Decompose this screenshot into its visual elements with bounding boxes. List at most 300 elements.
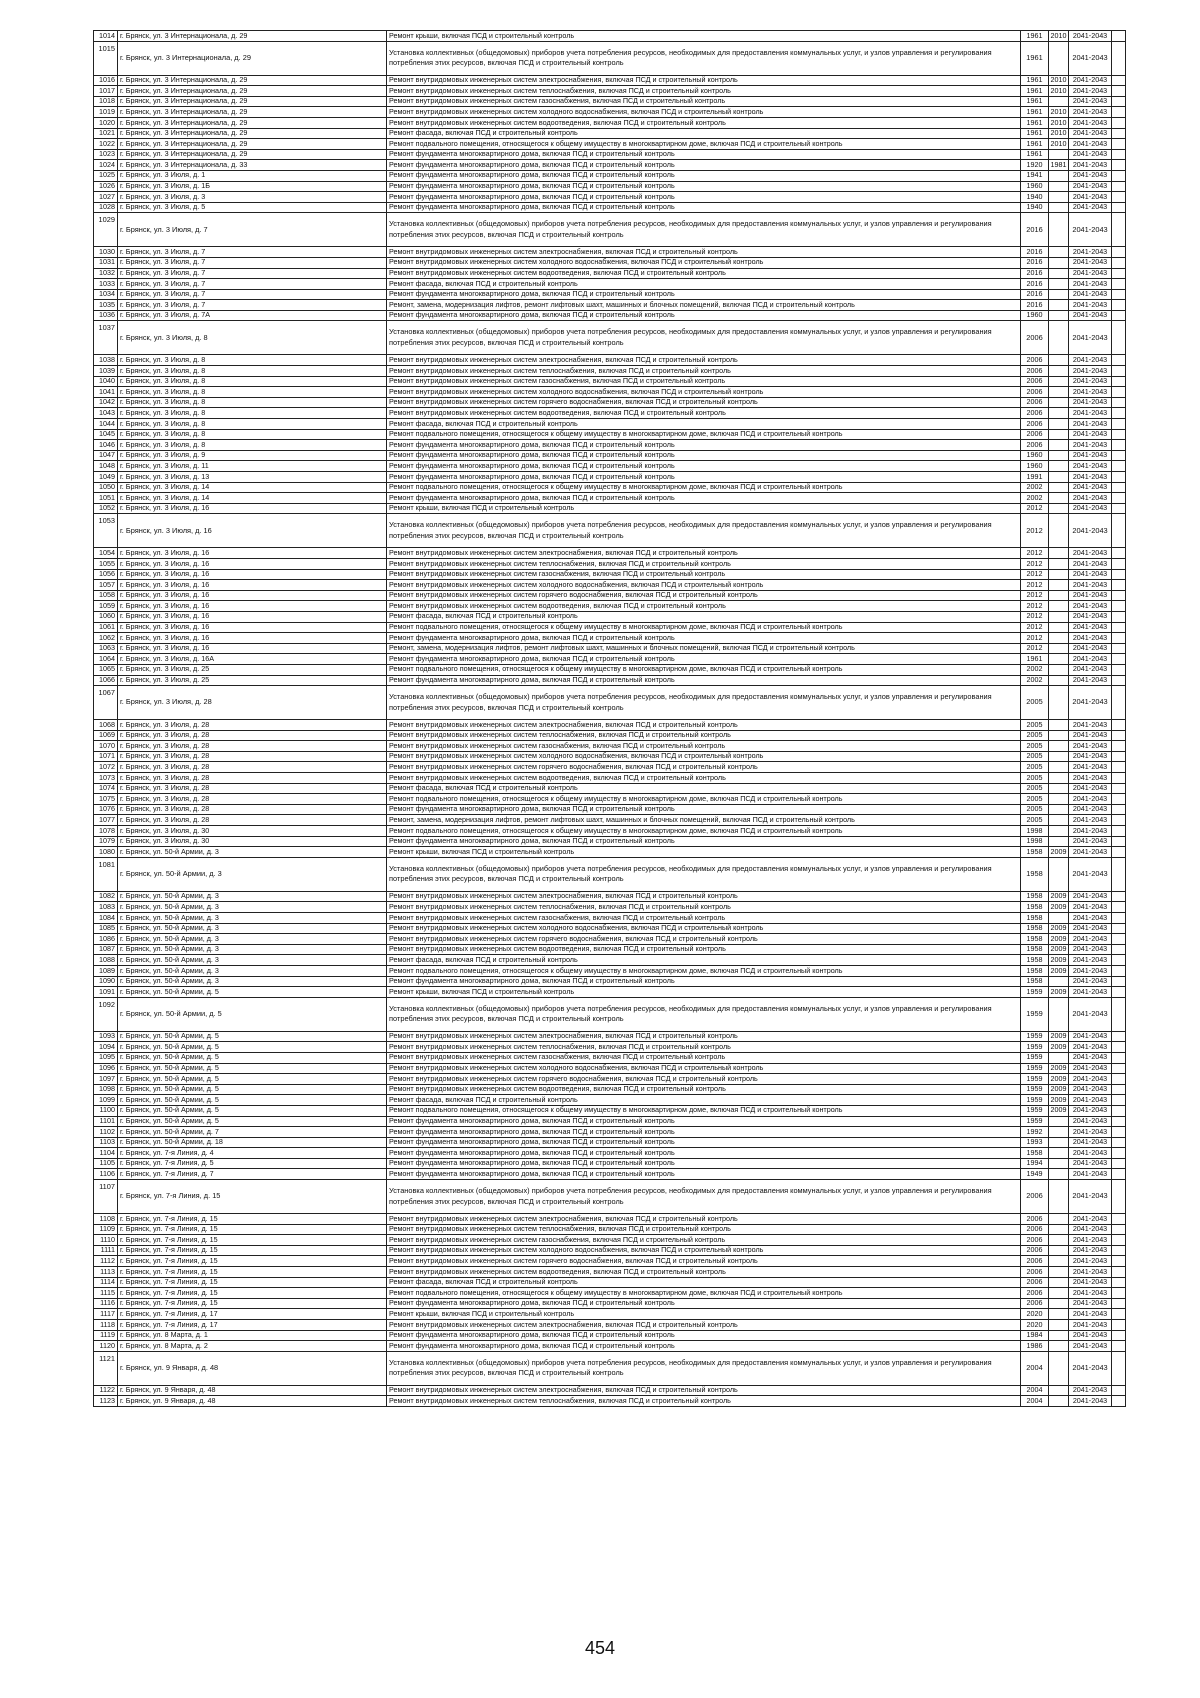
work-type-cell: Ремонт фундамента многоквартирного дома, включая ПСД и строительный контроль xyxy=(387,440,1021,451)
row-number: 1058 xyxy=(94,590,118,601)
year-built-cell: 2006 xyxy=(1021,376,1049,387)
address-cell: г. Брянск, ул. 50-й Армии, д. 3 xyxy=(118,891,387,902)
row-number: 1053 xyxy=(94,514,118,548)
row-number: 1042 xyxy=(94,397,118,408)
planned-period-cell: 2041-2043 xyxy=(1069,569,1112,580)
work-type-cell: Ремонт внутридомовых инженерных систем электроснабжения, включая ПСД и строительный контроль xyxy=(387,247,1021,258)
table-row xyxy=(94,1277,1126,1288)
work-type-cell: Ремонт фундамента многоквартирного дома, включая ПСД и строительный контроль xyxy=(387,836,1021,847)
empty-cell xyxy=(1112,86,1126,97)
work-type-cell: Ремонт внутридомовых инженерных систем водоотведения, включая ПСД и строительный контроль xyxy=(387,601,1021,612)
last-repair-year-cell xyxy=(1049,257,1069,268)
planned-period-cell: 2041-2043 xyxy=(1069,1351,1112,1385)
address-cell: г. Брянск, ул. 50-й Армии, д. 5 xyxy=(118,1074,387,1085)
planned-period-cell: 2041-2043 xyxy=(1069,720,1112,731)
row-number: 1061 xyxy=(94,622,118,633)
empty-cell xyxy=(1112,1127,1126,1138)
table-row xyxy=(94,1320,1126,1331)
work-type-cell: Ремонт фасада, включая ПСД и строительный контроль xyxy=(387,128,1021,139)
empty-cell xyxy=(1112,804,1126,815)
planned-period-cell: 2041-2043 xyxy=(1069,1148,1112,1159)
table-row xyxy=(94,408,1126,419)
table-row xyxy=(94,86,1126,97)
work-type-cell: Ремонт внутридомовых инженерных систем электроснабжения, включая ПСД и строительный контроль xyxy=(387,1385,1021,1396)
work-type-cell: Ремонт внутридомовых инженерных систем холодного водоснабжения, включая ПСД и строительный контроль xyxy=(387,1245,1021,1256)
planned-period-cell: 2041-2043 xyxy=(1069,633,1112,644)
year-built-cell: 2006 xyxy=(1021,366,1049,377)
table-row xyxy=(94,913,1126,924)
year-built-cell: 1958 xyxy=(1021,913,1049,924)
table-row xyxy=(94,601,1126,612)
last-repair-year-cell xyxy=(1049,1116,1069,1127)
year-built-cell: 1959 xyxy=(1021,1074,1049,1085)
planned-period-cell: 2041-2043 xyxy=(1069,450,1112,461)
planned-period-cell: 2041-2043 xyxy=(1069,192,1112,203)
row-number: 1030 xyxy=(94,247,118,258)
address-cell: г. Брянск, ул. 3 Июля, д. 8 xyxy=(118,355,387,366)
year-built-cell: 1958 xyxy=(1021,902,1049,913)
planned-period-cell: 2041-2043 xyxy=(1069,117,1112,128)
address-cell: г. Брянск, ул. 3 Интернационала, д. 29 xyxy=(118,75,387,86)
year-built-cell: 2016 xyxy=(1021,247,1049,258)
table-row xyxy=(94,934,1126,945)
row-number: 1116 xyxy=(94,1298,118,1309)
table-row xyxy=(94,75,1126,86)
row-number: 1017 xyxy=(94,86,118,97)
planned-period-cell: 2041-2043 xyxy=(1069,514,1112,548)
work-type-cell: Ремонт фасада, включая ПСД и строительный контроль xyxy=(387,279,1021,290)
last-repair-year-cell xyxy=(1049,192,1069,203)
address-cell: г. Брянск, ул. 50-й Армии, д. 3 xyxy=(118,965,387,976)
last-repair-year-cell xyxy=(1049,601,1069,612)
row-number: 1076 xyxy=(94,804,118,815)
last-repair-year-cell xyxy=(1049,419,1069,430)
empty-cell xyxy=(1112,997,1126,1031)
address-cell: г. Брянск, ул. 50-й Армии, д. 5 xyxy=(118,1105,387,1116)
last-repair-year-cell: 2010 xyxy=(1050,75,1067,85)
empty-cell xyxy=(1112,730,1126,741)
year-built-cell: 1920 xyxy=(1021,160,1049,171)
work-type-cell: Ремонт внутридомовых инженерных систем водоотведения, включая ПСД и строительный контроль xyxy=(387,1084,1021,1095)
year-built-cell: 2002 xyxy=(1021,664,1049,675)
planned-period-cell: 2041-2043 xyxy=(1069,815,1112,826)
year-built-cell: 2005 xyxy=(1021,741,1049,752)
row-number: 1033 xyxy=(94,279,118,290)
empty-cell xyxy=(1112,1116,1126,1127)
table-row xyxy=(94,300,1126,311)
work-type-cell: Ремонт внутридомовых инженерных систем теплоснабжения, включая ПСД и строительный контроль xyxy=(387,902,1021,913)
table-row xyxy=(94,955,1126,966)
year-built-cell: 1941 xyxy=(1021,170,1049,181)
address-cell: г. Брянск, ул. 3 Июля, д. 7 xyxy=(118,300,387,311)
address-cell: г. Брянск, ул. 3 Июля, д. 8 xyxy=(118,387,387,398)
address-cell: г. Брянск, ул. 3 Июля, д. 28 xyxy=(118,741,387,752)
empty-cell xyxy=(1112,987,1126,998)
row-number: 1063 xyxy=(94,643,118,654)
row-number: 1109 xyxy=(94,1224,118,1235)
empty-cell xyxy=(1112,397,1126,408)
table-row xyxy=(94,213,1126,247)
last-repair-year-cell xyxy=(1049,1148,1069,1159)
work-type-cell: Ремонт внутридомовых инженерных систем газоснабжения, включая ПСД и строительный контроль xyxy=(387,913,1021,924)
table-row xyxy=(94,751,1126,762)
year-built-cell: 2012 xyxy=(1021,611,1049,622)
planned-period-cell: 2041-2043 xyxy=(1069,997,1112,1031)
empty-cell xyxy=(1112,503,1126,514)
empty-cell xyxy=(1112,1267,1126,1278)
empty-cell xyxy=(1112,815,1126,826)
year-built-cell: 2016 xyxy=(1021,300,1049,311)
planned-period-cell: 2041-2043 xyxy=(1069,1084,1112,1095)
table-row xyxy=(94,804,1126,815)
last-repair-year-cell xyxy=(1049,720,1069,731)
table-row xyxy=(94,1309,1126,1320)
table-row xyxy=(94,355,1126,366)
planned-period-cell: 2041-2043 xyxy=(1069,472,1112,483)
work-type-cell: Ремонт фундамента многоквартирного дома, включая ПСД и строительный контроль xyxy=(387,1341,1021,1352)
planned-period-cell: 2041-2043 xyxy=(1069,1341,1112,1352)
empty-cell xyxy=(1112,1031,1126,1042)
empty-cell xyxy=(1112,1385,1126,1396)
address-cell: г. Брянск, ул. 7-я Линия, д. 17 xyxy=(118,1320,387,1331)
last-repair-year-cell xyxy=(1049,279,1069,290)
work-type-cell: Ремонт внутридомовых инженерных систем электроснабжения, включая ПСД и строительный контроль xyxy=(387,1031,1021,1042)
empty-cell xyxy=(1112,139,1126,150)
table-row xyxy=(94,976,1126,987)
row-number: 1066 xyxy=(94,675,118,686)
row-number: 1100 xyxy=(94,1105,118,1116)
empty-cell xyxy=(1112,355,1126,366)
planned-period-cell: 2041-2043 xyxy=(1069,310,1112,321)
planned-period-cell: 2041-2043 xyxy=(1069,1277,1112,1288)
row-number: 1043 xyxy=(94,408,118,419)
row-number: 1032 xyxy=(94,268,118,279)
year-built-cell: 1959 xyxy=(1021,1084,1049,1095)
last-repair-year-cell xyxy=(1049,633,1069,644)
last-repair-year-cell: 2009 xyxy=(1050,1063,1067,1073)
year-built-cell: 1961 xyxy=(1021,41,1049,75)
last-repair-year-cell xyxy=(1049,503,1069,514)
empty-cell xyxy=(1112,1095,1126,1106)
last-repair-year-cell xyxy=(1049,675,1069,686)
year-built-cell: 2005 xyxy=(1021,686,1049,720)
planned-period-cell: 2041-2043 xyxy=(1069,783,1112,794)
work-type-cell: Установка коллективных (общедомовых) приборов учета потребления ресурсов, необходимых для предоставления коммунальных услуг, и узлов управления и регулирования потребления этих ресурсов, включая ПСД и строительный контроль xyxy=(387,686,1021,720)
row-number: 1112 xyxy=(94,1256,118,1267)
planned-period-cell: 2041-2043 xyxy=(1069,387,1112,398)
table-row xyxy=(94,987,1126,998)
year-built-cell: 1958 xyxy=(1021,944,1049,955)
planned-period-cell: 2041-2043 xyxy=(1069,1224,1112,1235)
row-number: 1023 xyxy=(94,149,118,160)
planned-period-cell: 2041-2043 xyxy=(1069,321,1112,355)
empty-cell xyxy=(1112,1245,1126,1256)
row-number: 1110 xyxy=(94,1235,118,1246)
work-type-cell: Установка коллективных (общедомовых) приборов учета потребления ресурсов, необходимых для предоставления коммунальных услуг, и узлов управления и регулирования потребления этих ресурсов, включая ПСД и строительный контроль xyxy=(387,514,1021,548)
year-built-cell: 1958 xyxy=(1021,847,1049,858)
address-cell: г. Брянск, ул. 50-й Армии, д. 5 xyxy=(118,1084,387,1095)
planned-period-cell: 2041-2043 xyxy=(1069,1052,1112,1063)
empty-cell xyxy=(1112,482,1126,493)
empty-cell xyxy=(1112,247,1126,258)
row-number: 1117 xyxy=(94,1309,118,1320)
work-type-cell: Ремонт внутридомовых инженерных систем газоснабжения, включая ПСД и строительный контроль xyxy=(387,1052,1021,1063)
empty-cell xyxy=(1112,826,1126,837)
address-cell: г. Брянск, ул. 3 Июля, д. 7 xyxy=(118,289,387,300)
table-row xyxy=(94,107,1126,118)
empty-cell xyxy=(1112,580,1126,591)
year-built-cell: 1998 xyxy=(1021,836,1049,847)
work-type-cell: Ремонт фундамента многоквартирного дома, включая ПСД и строительный контроль xyxy=(387,1298,1021,1309)
row-number: 1062 xyxy=(94,633,118,644)
last-repair-year-cell xyxy=(1049,1052,1069,1063)
last-repair-year-cell xyxy=(1049,149,1069,160)
empty-cell xyxy=(1112,170,1126,181)
work-type-cell: Ремонт внутридомовых инженерных систем электроснабжения, включая ПСД и строительный контроль xyxy=(387,891,1021,902)
empty-cell xyxy=(1112,408,1126,419)
address-cell: г. Брянск, ул. 50-й Армии, д. 5 xyxy=(118,1031,387,1042)
last-repair-year-cell: 2010 xyxy=(1050,138,1067,148)
table-row xyxy=(94,580,1126,591)
row-number: 1067 xyxy=(94,686,118,720)
empty-cell xyxy=(1112,686,1126,720)
row-number: 1078 xyxy=(94,826,118,837)
address-cell: г. Брянск, ул. 3 Июля, д. 7 xyxy=(118,279,387,290)
year-built-cell: 2006 xyxy=(1021,1256,1049,1267)
work-type-cell: Установка коллективных (общедомовых) приборов учета потребления ресурсов, необходимых для предоставления коммунальных услуг, и узлов управления и регулирования потребления этих ресурсов, включая ПСД и строительный контроль xyxy=(387,857,1021,891)
address-cell: г. Брянск, ул. 3 Июля, д. 7 xyxy=(118,257,387,268)
row-number: 1036 xyxy=(94,310,118,321)
address-cell: г. Брянск, ул. 7-я Линия, д. 15 xyxy=(118,1235,387,1246)
row-number: 1047 xyxy=(94,450,118,461)
planned-period-cell: 2041-2043 xyxy=(1069,1298,1112,1309)
last-repair-year-cell xyxy=(1049,654,1069,665)
row-number: 1068 xyxy=(94,720,118,731)
work-type-cell: Ремонт фундамента многоквартирного дома, включая ПСД и строительный контроль xyxy=(387,633,1021,644)
planned-period-cell: 2041-2043 xyxy=(1069,751,1112,762)
address-cell: г. Брянск, ул. 50-й Армии, д. 5 xyxy=(118,1116,387,1127)
empty-cell xyxy=(1112,289,1126,300)
table-row xyxy=(94,1148,1126,1159)
table-row xyxy=(94,923,1126,934)
year-built-cell: 2012 xyxy=(1021,601,1049,612)
table-row xyxy=(94,1180,1126,1214)
year-built-cell: 2012 xyxy=(1021,590,1049,601)
row-number: 1087 xyxy=(94,944,118,955)
work-type-cell: Ремонт внутридомовых инженерных систем электроснабжения, включая ПСД и строительный контроль xyxy=(387,1320,1021,1331)
year-built-cell: 1958 xyxy=(1021,955,1049,966)
empty-cell xyxy=(1112,664,1126,675)
table-row xyxy=(94,376,1126,387)
last-repair-year-cell xyxy=(1049,289,1069,300)
empty-cell xyxy=(1112,117,1126,128)
empty-cell xyxy=(1112,257,1126,268)
planned-period-cell: 2041-2043 xyxy=(1069,891,1112,902)
address-cell: г. Брянск, ул. 7-я Линия, д. 15 xyxy=(118,1180,387,1214)
year-built-cell: 1960 xyxy=(1021,461,1049,472)
address-cell: г. Брянск, ул. 3 Июля, д. 16 xyxy=(118,601,387,612)
table-row xyxy=(94,1214,1126,1225)
planned-period-cell: 2041-2043 xyxy=(1069,804,1112,815)
address-cell: г. Брянск, ул. 50-й Армии, д. 3 xyxy=(118,857,387,891)
table-row xyxy=(94,31,1126,42)
address-cell: г. Брянск, ул. 50-й Армии, д. 3 xyxy=(118,923,387,934)
empty-cell xyxy=(1112,1084,1126,1095)
empty-cell xyxy=(1112,1074,1126,1085)
address-cell: г. Брянск, ул. 3 Июля, д. 7А xyxy=(118,310,387,321)
work-type-cell: Ремонт внутридомовых инженерных систем теплоснабжения, включая ПСД и строительный контроль xyxy=(387,86,1021,97)
year-built-cell: 2005 xyxy=(1021,720,1049,731)
work-type-cell: Ремонт крыши, включая ПСД и строительный контроль xyxy=(387,987,1021,998)
row-number: 1113 xyxy=(94,1267,118,1278)
address-cell: г. Брянск, ул. 3 Июля, д. 8 xyxy=(118,376,387,387)
empty-cell xyxy=(1112,310,1126,321)
work-type-cell: Установка коллективных (общедомовых) приборов учета потребления ресурсов, необходимых для предоставления коммунальных услуг, и узлов управления и регулирования потребления этих ресурсов, включая ПСД и строительный контроль xyxy=(387,997,1021,1031)
work-type-cell: Ремонт фасада, включая ПСД и строительный контроль xyxy=(387,1095,1021,1106)
table-row xyxy=(94,1288,1126,1299)
table-body xyxy=(94,31,1126,1407)
year-built-cell: 2002 xyxy=(1021,675,1049,686)
last-repair-year-cell xyxy=(1049,1137,1069,1148)
year-built-cell: 2006 xyxy=(1021,387,1049,398)
address-cell: г. Брянск, ул. 3 Июля, д. 30 xyxy=(118,826,387,837)
planned-period-cell: 2041-2043 xyxy=(1069,408,1112,419)
address-cell: г. Брянск, ул. 3 Июля, д. 16 xyxy=(118,558,387,569)
last-repair-year-cell xyxy=(1049,1288,1069,1299)
year-built-cell: 2006 xyxy=(1021,419,1049,430)
table-row xyxy=(94,1158,1126,1169)
work-type-cell: Ремонт внутридомовых инженерных систем водоотведения, включая ПСД и строительный контроль xyxy=(387,268,1021,279)
planned-period-cell: 2041-2043 xyxy=(1069,643,1112,654)
table-row xyxy=(94,1084,1126,1095)
address-cell: г. Брянск, ул. 3 Интернационала, д. 29 xyxy=(118,31,387,42)
year-built-cell: 1984 xyxy=(1021,1330,1049,1341)
empty-cell xyxy=(1112,976,1126,987)
table-row xyxy=(94,1396,1126,1407)
row-number: 1016 xyxy=(94,75,118,86)
planned-period-cell: 2041-2043 xyxy=(1069,913,1112,924)
year-built-cell: 1958 xyxy=(1021,1148,1049,1159)
address-cell: г. Брянск, ул. 7-я Линия, д. 5 xyxy=(118,1158,387,1169)
empty-cell xyxy=(1112,955,1126,966)
last-repair-year-cell: 1981 xyxy=(1050,159,1067,169)
year-built-cell: 1986 xyxy=(1021,1341,1049,1352)
year-built-cell: 2006 xyxy=(1021,1298,1049,1309)
year-built-cell: 1961 xyxy=(1021,117,1049,128)
row-number: 1040 xyxy=(94,376,118,387)
year-built-cell: 1959 xyxy=(1021,1116,1049,1127)
year-built-cell: 1992 xyxy=(1021,1127,1049,1138)
year-built-cell: 2006 xyxy=(1021,429,1049,440)
address-cell: г. Брянск, ул. 3 Июля, д. 13 xyxy=(118,472,387,483)
planned-period-cell: 2041-2043 xyxy=(1069,675,1112,686)
last-repair-year-cell xyxy=(1049,622,1069,633)
empty-cell xyxy=(1112,720,1126,731)
address-cell: г. Брянск, ул. 50-й Армии, д. 3 xyxy=(118,955,387,966)
table-row xyxy=(94,310,1126,321)
table-row xyxy=(94,279,1126,290)
row-number: 1055 xyxy=(94,558,118,569)
year-built-cell: 2006 xyxy=(1021,440,1049,451)
empty-cell xyxy=(1112,1309,1126,1320)
year-built-cell: 1960 xyxy=(1021,181,1049,192)
row-number: 1089 xyxy=(94,965,118,976)
address-cell: г. Брянск, ул. 7-я Линия, д. 15 xyxy=(118,1277,387,1288)
address-cell: г. Брянск, ул. 3 Интернационала, д. 29 xyxy=(118,139,387,150)
last-repair-year-cell xyxy=(1049,1330,1069,1341)
work-type-cell: Ремонт фундамента многоквартирного дома, включая ПСД и строительный контроль xyxy=(387,1137,1021,1148)
table-row xyxy=(94,720,1126,731)
table-row xyxy=(94,762,1126,773)
row-number: 1038 xyxy=(94,355,118,366)
table-row xyxy=(94,902,1126,913)
last-repair-year-cell: 2009 xyxy=(1050,986,1067,996)
work-type-cell: Ремонт подвального помещения, относящегося к общему имуществу в многоквартирном доме, включая ПСД и строительный контроль xyxy=(387,622,1021,633)
year-built-cell: 1998 xyxy=(1021,826,1049,837)
planned-period-cell: 2041-2043 xyxy=(1069,75,1112,86)
table-row xyxy=(94,1105,1126,1116)
address-cell: г. Брянск, ул. 3 Июля, д. 3 xyxy=(118,192,387,203)
year-built-cell: 1959 xyxy=(1021,1095,1049,1106)
table-row xyxy=(94,181,1126,192)
table-row xyxy=(94,569,1126,580)
planned-period-cell: 2041-2043 xyxy=(1069,1267,1112,1278)
table-row xyxy=(94,482,1126,493)
empty-cell xyxy=(1112,1105,1126,1116)
empty-cell xyxy=(1112,1320,1126,1331)
table-row xyxy=(94,1095,1126,1106)
last-repair-year-cell: 2010 xyxy=(1050,30,1067,40)
table-row xyxy=(94,202,1126,213)
planned-period-cell: 2041-2043 xyxy=(1069,1214,1112,1225)
last-repair-year-cell xyxy=(1049,1256,1069,1267)
empty-cell xyxy=(1112,268,1126,279)
planned-period-cell: 2041-2043 xyxy=(1069,41,1112,75)
year-built-cell: 2020 xyxy=(1021,1320,1049,1331)
row-number: 1106 xyxy=(94,1169,118,1180)
table-row xyxy=(94,493,1126,504)
last-repair-year-cell: 2010 xyxy=(1050,106,1067,116)
empty-cell xyxy=(1112,654,1126,665)
empty-cell xyxy=(1112,387,1126,398)
planned-period-cell: 2041-2043 xyxy=(1069,1031,1112,1042)
last-repair-year-cell xyxy=(1049,1396,1069,1407)
last-repair-year-cell xyxy=(1049,1320,1069,1331)
address-cell: г. Брянск, ул. 3 Июля, д. 1Б xyxy=(118,181,387,192)
year-built-cell: 1961 xyxy=(1021,96,1049,107)
row-number: 1088 xyxy=(94,955,118,966)
last-repair-year-cell xyxy=(1049,804,1069,815)
empty-cell xyxy=(1112,107,1126,118)
row-number: 1070 xyxy=(94,741,118,752)
table-row xyxy=(94,450,1126,461)
table-row xyxy=(94,192,1126,203)
address-cell: г. Брянск, ул. 7-я Линия, д. 15 xyxy=(118,1214,387,1225)
table-row xyxy=(94,664,1126,675)
planned-period-cell: 2041-2043 xyxy=(1069,181,1112,192)
last-repair-year-cell: 2009 xyxy=(1050,1073,1067,1083)
address-cell: г. Брянск, ул. 3 Июля, д. 16 xyxy=(118,514,387,548)
empty-cell xyxy=(1112,773,1126,784)
empty-cell xyxy=(1112,1214,1126,1225)
address-cell: г. Брянск, ул. 3 Июля, д. 14 xyxy=(118,493,387,504)
empty-cell xyxy=(1112,1396,1126,1407)
row-number: 1018 xyxy=(94,96,118,107)
work-type-cell: Ремонт внутридомовых инженерных систем электроснабжения, включая ПСД и строительный контроль xyxy=(387,720,1021,731)
table-row xyxy=(94,1063,1126,1074)
row-number: 1107 xyxy=(94,1180,118,1214)
last-repair-year-cell xyxy=(1049,96,1069,107)
